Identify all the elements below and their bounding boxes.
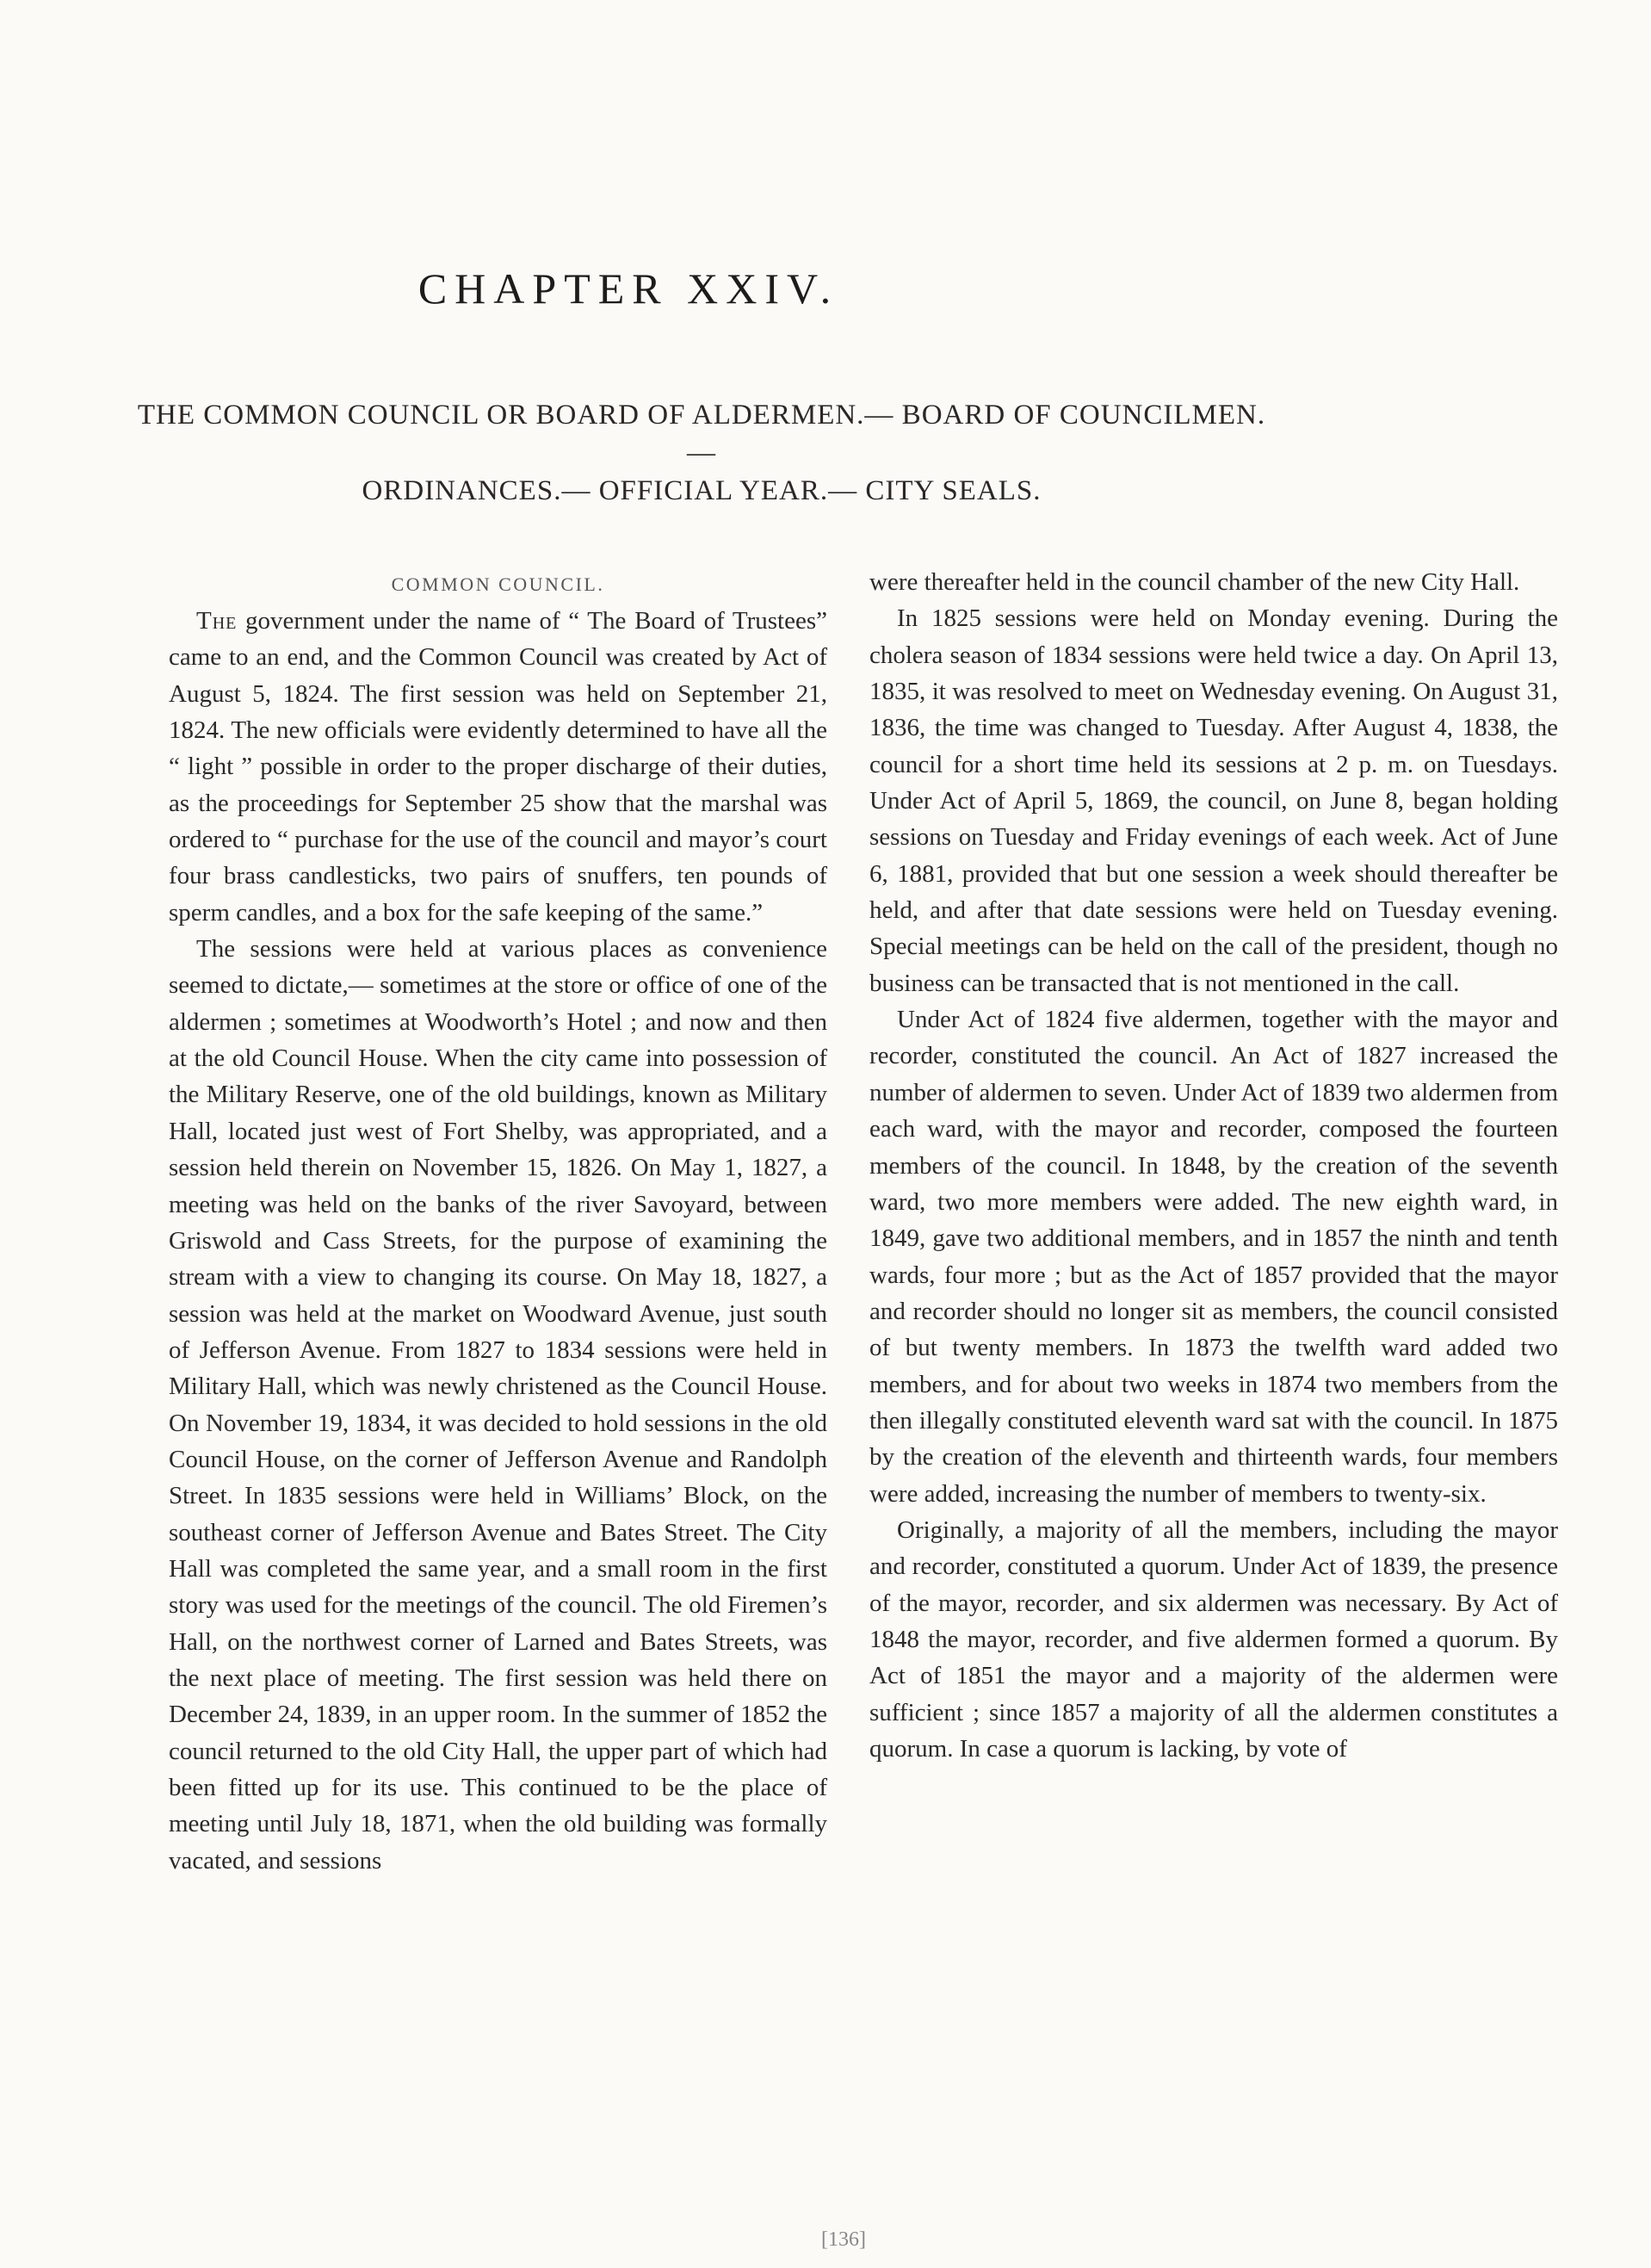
subtitle-line-2: ORDINANCES.— OFFICIAL YEAR.— CITY SEALS.	[362, 475, 1042, 506]
paragraph: The sessions were held at various places as convenience seemed to dictate,— sometimes at the store or office of one of the aldermen ; sometimes at Woodworth’s Hotel ; and now and then at the old Council House. When the city came into possession of the Military Reserve, one of the old buildings, known as Military Hall, located just west of Fort Shelby, was appropriated, and a session held therein on November 15, 1826. On May 1, 1827, a meeting was held on the banks of the river Savoyard, between Griswold and Cass Streets, for the purpose of examining the stream with a view to changing its course. On May 18, 1827, a session was held at the market on Woodward Avenue, just south of Jefferson Avenue. From 1827 to 1834 sessions were held in Military Hall, which was newly christened as the Council House. On November 19, 1834, it was decided to hold sessions in the old Council House, on the corner of Jefferson Avenue and Randolph Street. In 1835 sessions were held in Williams’ Block, on the southeast corner of Jefferson Avenue and Bates Street. The City Hall was completed the same year, and a small room in the first story was used for the meetings of the council. The old Firemen’s Hall, on the northwest corner of Larned and Bates Streets, was the next place of meeting. The first session was held there on December 24, 1839, in an upper room. In the summer of 1852 the council returned to the old City Hall, the upper part of which had been fitted up for its use. This continued to be the place of meeting until July 18, 1871, when the old building was formally vacated, and sessions	[169, 935, 827, 1875]
page-number: [136]	[821, 2228, 866, 2251]
chapter-title: CHAPTER XXIV.	[417, 264, 839, 313]
paragraph: In 1825 sessions were held on Monday evening. During the cholera season of 1834 sessions were held twice a day. On April 13, 1835, it was resolved to meet on Wednesday evening. On August 31, 1836, the time was changed to Tuesday. After August 4, 1838, the council for a short time held its sessions at 2 p. m. on Tuesdays. Under Act of April 5, 1869, the council, on June 8, began holding sessions on Tuesday and Friday evenings of each week. Act of June 6, 1881, provided that but one session a week should thereafter be held, and after that date sessions were held on Tuesday evening. Special meetings can be held on the call of the president, though no business can be transacted that is not mentioned in the call.	[869, 604, 1558, 997]
paragraph: Originally, a majority of all the members, including the mayor and recorder, constituted a quorum. Under Act of 1839, the presence of the mayor, recorder, and six aldermen was necessary. By Act of 1848 the mayor, recorder, and five aldermen formed a quorum. By Act of 1851 the mayor and a majority of the aldermen were sufficient ; since 1857 a majority of all the aldermen constitutes a quorum. In case a quorum is lacking, by vote of	[869, 1515, 1558, 1763]
paragraph-lead-word: The	[196, 607, 238, 635]
paragraph-text: government under the name of “ The Board of Trustees” came to an end, and the Common Council was created by Act of August 5, 1824. The first session was held on September 21, 1824. The new officials were evidently determined to have all the “ light ” possible in order to the proper discharge of their duties, as the proceedings for September 25 show that the marshal was ordered to “ purchase for the use of the council and mayor’s court four brass candlesticks, two pairs of snuffers, ten pounds of sperm candles, and a box for the safe keeping of the same.”	[169, 607, 827, 926]
paragraph: Under Act of 1824 five aldermen, together with the mayor and recorder, constituted the council. An Act of 1827 increased the number of aldermen to seven. Under Act of 1839 two aldermen from each ward, with the mayor and recorder, composed the fourteen members of the council. In 1848, by the creation of the seventh ward, two more members were added. The new eighth ward, in 1849, gave two additional members, and in 1857 the ninth and tenth wards, four more ; but as the Act of 1857 provided that the mayor and recorder should no longer sit as members, the council consisted of but twenty members. In 1873 the twelfth ward added two members, and for about two weeks in 1874 two members from the then illegally constituted eleventh ward sat with the council. In 1875 by the creation of the eleventh and thirteenth wards, four members were added, increasing the number of members to twenty-six.	[869, 1006, 1558, 1508]
left-column	[169, 567, 827, 1879]
chapter-subtitle	[129, 396, 1274, 510]
section-heading: COMMON COUNCIL.	[391, 573, 605, 595]
subtitle-line-1: THE COMMON COUNCIL OR BOARD OF ALDERMEN.— BOARD OF COUNCILMEN.—	[137, 400, 1266, 468]
right-column	[869, 564, 1558, 1767]
paragraph-continued: were thereafter held in the council chamber of the new City Hall.	[869, 568, 1520, 596]
paragraph	[169, 603, 827, 931]
